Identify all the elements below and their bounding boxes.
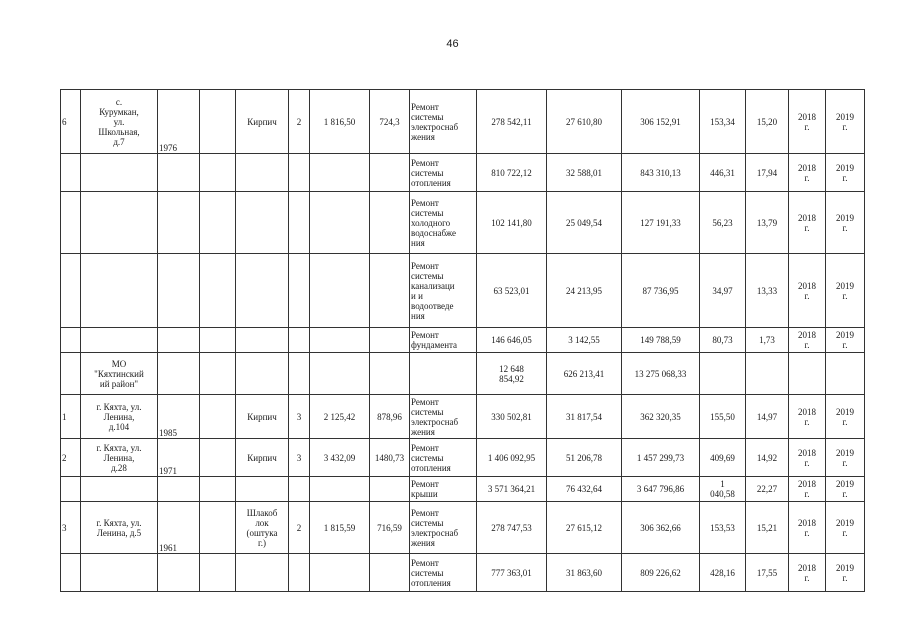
cell-blank [200,90,236,154]
cell-total: 809 226,62 [622,554,700,592]
table-row [61,439,865,477]
cell-area2 [370,477,410,502]
cell-total: 306 152,91 [622,90,700,154]
cell-y2: 2019 г. [826,192,865,254]
cell-blank [200,154,236,192]
cell-y2: 2019 г. [826,477,865,502]
cell-blank [200,502,236,554]
cell-pct: 1,73 [746,328,789,353]
cell-floors: 3 [289,395,310,439]
cell-y2: 2019 г. [826,395,865,439]
cell-area2: 724,3 [370,90,410,154]
cell-y2: 2019 г. [826,90,865,154]
cell-per [700,353,746,395]
cell-work: Ремонт системы электроснаб жения [410,90,477,154]
cell-y1: 2018 г. [789,192,826,254]
cell-area [310,328,370,353]
cell-floors [289,477,310,502]
cell-work: Ремонт крыши [410,477,477,502]
cell-year [158,254,200,328]
cell-blank [200,353,236,395]
cell-work: Ремонт системы электроснаб жения [410,395,477,439]
cell-mat: Кирпич [236,395,289,439]
cell-cost: 1 406 092,95 [477,439,547,477]
cell-c2: 27 615,12 [547,502,622,554]
cell-y1 [789,353,826,395]
cell-total: 127 191,33 [622,192,700,254]
cell-y1: 2018 г. [789,502,826,554]
cell-work: Ремонт системы канализаци и и водоотведе ния [410,254,477,328]
cell-c2: 51 206,78 [547,439,622,477]
cell-mat [236,154,289,192]
cell-year [158,192,200,254]
cell-c2: 626 213,41 [547,353,622,395]
cell-pct: 13,33 [746,254,789,328]
cell-c2: 31 817,54 [547,395,622,439]
cell-mat: Кирпич [236,90,289,154]
cell-cost: 777 363,01 [477,554,547,592]
cell-total: 87 736,95 [622,254,700,328]
cell-y1: 2018 г. [789,395,826,439]
cell-area2 [370,154,410,192]
cell-blank [200,439,236,477]
cell-per: 34,97 [700,254,746,328]
cell-total: 306 362,66 [622,502,700,554]
cell-total: 843 310,13 [622,154,700,192]
cell-work: Ремонт системы электроснаб жения [410,502,477,554]
cell-mat [236,477,289,502]
cell-addr [81,554,158,592]
cell-blank [200,192,236,254]
cell-floors [289,254,310,328]
cell-area: 1 816,50 [310,90,370,154]
cell-c2: 76 432,64 [547,477,622,502]
cell-addr [81,154,158,192]
cell-work [410,353,477,395]
cell-area: 2 125,42 [310,395,370,439]
cell-y2 [826,353,865,395]
cell-cost: 3 571 364,21 [477,477,547,502]
cell-per: 1 040,58 [700,477,746,502]
cell-y2: 2019 г. [826,502,865,554]
cell-blank [200,254,236,328]
cell-area2: 1480,73 [370,439,410,477]
cell-num [61,328,81,353]
table-row [61,254,865,328]
cell-area: 3 432,09 [310,439,370,477]
cell-floors [289,192,310,254]
cell-blank [200,395,236,439]
cell-area2 [370,254,410,328]
cell-y2: 2019 г. [826,328,865,353]
cell-blank [200,477,236,502]
cell-pct: 15,21 [746,502,789,554]
cell-total: 362 320,35 [622,395,700,439]
cell-mat: Шлакоб лок (оштука г.) [236,502,289,554]
cell-c2: 32 588,01 [547,154,622,192]
cell-num [61,477,81,502]
cell-addr [81,328,158,353]
cell-addr: с. Курумкан, ул. Школьная, д.7 [81,90,158,154]
cell-y2: 2019 г. [826,554,865,592]
cell-num [61,353,81,395]
cell-c2: 31 863,60 [547,554,622,592]
cell-year: 1976 [158,90,200,154]
cell-area [310,353,370,395]
cell-addr [81,477,158,502]
cell-area [310,192,370,254]
cell-cost: 12 648 854,92 [477,353,547,395]
cell-area2 [370,192,410,254]
cell-year [158,353,200,395]
cell-area2 [370,554,410,592]
cell-cost: 330 502,81 [477,395,547,439]
page-number: 46 [446,38,459,50]
cell-num [61,192,81,254]
table-row [61,154,865,192]
cell-total: 149 788,59 [622,328,700,353]
cell-y1: 2018 г. [789,477,826,502]
cell-mat [236,192,289,254]
cell-num [61,154,81,192]
table-row [61,90,865,154]
cell-mat [236,554,289,592]
cell-mat [236,328,289,353]
cell-year [158,477,200,502]
cell-work: Ремонт системы отопления [410,439,477,477]
cell-c2: 25 049,54 [547,192,622,254]
cell-floors: 3 [289,439,310,477]
cell-y2: 2019 г. [826,154,865,192]
cell-year: 1971 [158,439,200,477]
cell-y1: 2018 г. [789,254,826,328]
cell-mat [236,254,289,328]
cell-pct: 13,79 [746,192,789,254]
table-row [61,554,865,592]
table-row [61,192,865,254]
cell-c2: 3 142,55 [547,328,622,353]
cell-floors [289,154,310,192]
cell-mat [236,353,289,395]
cell-addr [81,192,158,254]
cell-mat: Кирпич [236,439,289,477]
cell-y1: 2018 г. [789,328,826,353]
table-row [61,395,865,439]
cell-c2: 27 610,80 [547,90,622,154]
cell-area [310,554,370,592]
cell-cost: 63 523,01 [477,254,547,328]
cell-blank [200,554,236,592]
cell-num: 6 [61,90,81,154]
cell-floors [289,328,310,353]
cell-area2 [370,353,410,395]
cell-work: Ремонт системы холодного водоснабже ния [410,192,477,254]
cell-addr: г. Кяхта, ул. Ленина, д.28 [81,439,158,477]
cell-blank [200,328,236,353]
cell-floors: 2 [289,90,310,154]
cell-cost: 810 722,12 [477,154,547,192]
cell-year: 1961 [158,502,200,554]
cell-year [158,554,200,592]
cell-per: 153,34 [700,90,746,154]
cell-cost: 278 747,53 [477,502,547,554]
cell-pct: 14,92 [746,439,789,477]
cell-year [158,328,200,353]
cell-area [310,154,370,192]
cell-y1: 2018 г. [789,439,826,477]
cell-floors [289,353,310,395]
cell-per: 80,73 [700,328,746,353]
cell-pct: 15,20 [746,90,789,154]
cell-total: 13 275 068,33 [622,353,700,395]
cell-num [61,554,81,592]
cell-num: 1 [61,395,81,439]
cell-per: 56,23 [700,192,746,254]
cell-num [61,254,81,328]
cell-y1: 2018 г. [789,90,826,154]
cell-c2: 24 213,95 [547,254,622,328]
cell-addr: г. Кяхта, ул. Ленина, д.104 [81,395,158,439]
cell-total: 1 457 299,73 [622,439,700,477]
cell-per: 153,53 [700,502,746,554]
cell-floors [289,554,310,592]
cell-pct: 17,94 [746,154,789,192]
cell-addr: г. Кяхта, ул. Ленина, д.5 [81,502,158,554]
cell-work: Ремонт фундамента [410,328,477,353]
cell-area2: 878,96 [370,395,410,439]
cell-per: 428,16 [700,554,746,592]
cell-pct: 17,55 [746,554,789,592]
cell-y1: 2018 г. [789,154,826,192]
table-body [61,90,865,592]
cell-cost: 146 646,05 [477,328,547,353]
cell-area [310,477,370,502]
cell-pct: 22,27 [746,477,789,502]
cell-y2: 2019 г. [826,254,865,328]
cell-pct: 14,97 [746,395,789,439]
table-row [61,477,865,502]
table-row [61,353,865,395]
cell-area: 1 815,59 [310,502,370,554]
cell-work: Ремонт системы отопления [410,154,477,192]
table-row [61,502,865,554]
cell-floors: 2 [289,502,310,554]
cell-per: 446,31 [700,154,746,192]
cell-cost: 102 141,80 [477,192,547,254]
cell-area2: 716,59 [370,502,410,554]
table-row [61,328,865,353]
cell-pct [746,353,789,395]
cell-area2 [370,328,410,353]
cell-year: 1985 [158,395,200,439]
cell-num: 3 [61,502,81,554]
cell-y2: 2019 г. [826,439,865,477]
cell-year [158,154,200,192]
cell-y1: 2018 г. [789,554,826,592]
capital-repair-table [60,89,865,592]
cell-per: 409,69 [700,439,746,477]
cell-area [310,254,370,328]
cell-cost: 278 542,11 [477,90,547,154]
cell-addr: МО "Кяхтинский ий район" [81,353,158,395]
cell-total: 3 647 796,86 [622,477,700,502]
cell-work: Ремонт системы отопления [410,554,477,592]
cell-addr [81,254,158,328]
cell-num: 2 [61,439,81,477]
cell-per: 155,50 [700,395,746,439]
